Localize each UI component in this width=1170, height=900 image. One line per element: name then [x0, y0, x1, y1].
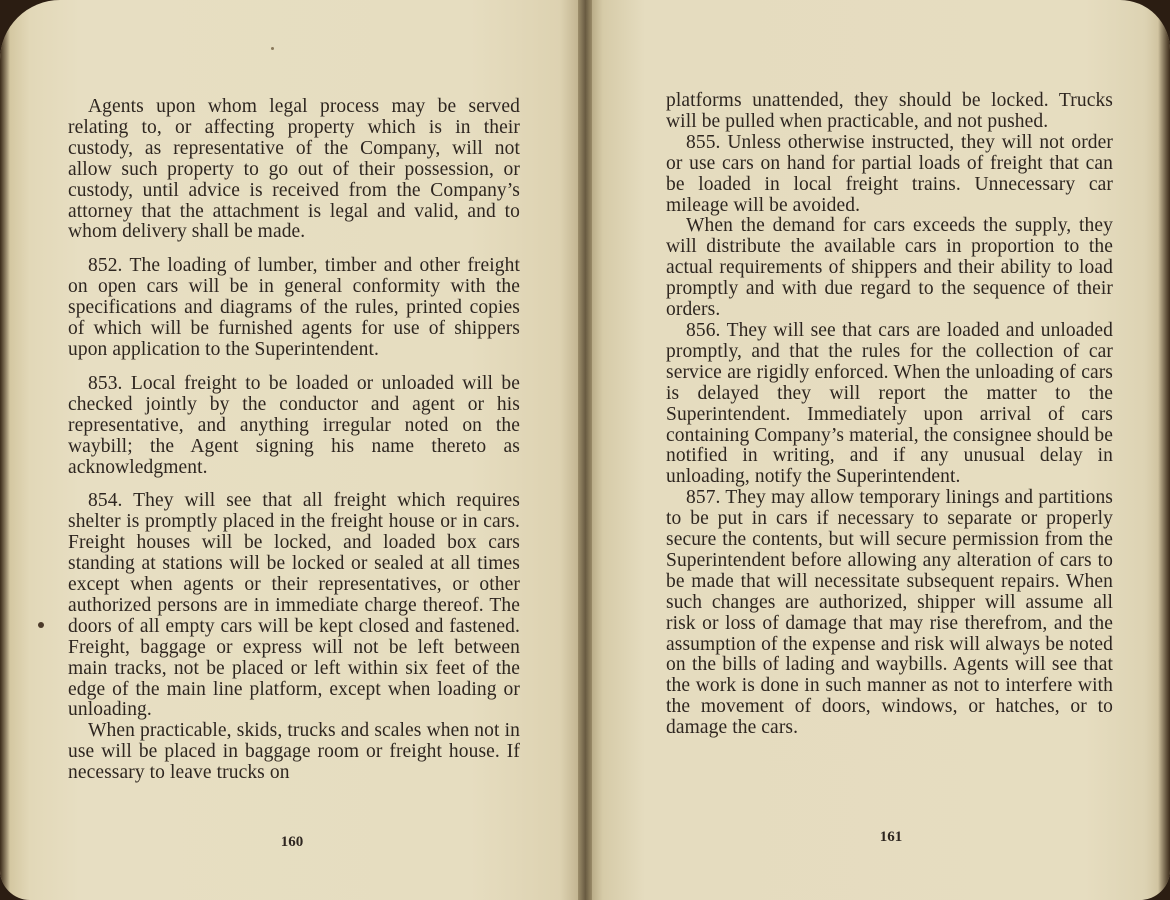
paragraph-platforms-continued: platforms unattended, they should be locked. Trucks will be pulled when practicable, and not pushed. — [666, 90, 1113, 132]
paragraph-853: 853. Local freight to be loaded or unloaded will be checked jointly by the conductor and agent or his representative, and anything irregular noted on the waybill; the Agent signing his name thereto as acknowledgment. — [68, 372, 520, 478]
paragraph-854: 854. They will see that all freight which requires shelter is promptly placed in the freight house or in cars. Freight houses will be locked, and loaded box cars standing at stations will be locked or sealed at all times except when agents or their representatives, or other authorized persons are in immediate charge thereof. The doors of all empty cars will be kept closed and fastened. Freight, baggage or express will not be left between main tracks, not be placed or left within six feet of the edge of the main line platform, except when loading or unloading. — [68, 490, 520, 721]
paragraph-legal-process: Agents upon whom legal process may be served relating to, or affecting property which is in their custody, as representative of the Company, will not allow such property to go out of their possession, or custody, until advice is received from the Company’s attorney that the attachment is legal and valid, and to whom delivery shall be made. — [68, 96, 520, 243]
page-number-right: 161 — [879, 829, 903, 845]
paragraph-855: 855. Unless otherwise instructed, they will not order or use cars on hand for partial loads of freight that can be loaded in local freight trains. Unnecessary car mileage will be avoided. — [666, 131, 1113, 216]
paragraph-857: 857. They may allow temporary linings and partitions to be put in cars if necessary to separate or properly secure the contents, but will secure permission from the Superintendent before allowing any alteration of cars to be made that will necessitate subsequent repairs. When such changes are authorized, shipper will assume all risk or loss of damage that may rise therefrom, and the assumption of the expense and risk will always be noted on the bills of lading and waybills. Agents will see that the work is done in such manner as not to interfere with the movement of doors, windows, or hatches, or to damage the cars. — [666, 487, 1113, 739]
margin-bullet — [38, 622, 44, 628]
paper-speck — [271, 47, 274, 50]
paragraph-852: 852. The loading of lumber, timber and other freight on open cars will be in general conformity with the specifications and diagrams of the rules, printed copies of which will be furnished agents for use of shippers upon application to the Superintendent. — [68, 255, 520, 360]
right-page — [585, 0, 1170, 900]
right-page-text — [666, 91, 1113, 739]
paragraph-856: 856. They will see that cars are loaded and unloaded promptly, and that the rules for the collection of car service are rigidly enforced. When the unloading of cars is delayed they will report the matter to the Superintendent. Immediately upon arrival of cars containing Company’s material, the consignee should be notified in writing, and if any unusual delay in unloading, notify the Superintendent. — [666, 319, 1113, 488]
paragraph-skids-trucks: When practicable, skids, trucks and scales when not in use will be placed in baggage room or freight house. If necessary to leave trucks on — [68, 720, 520, 784]
paragraph-car-demand: When the demand for cars exceeds the supply, they will distribute the available cars in proportion to the actual requirements of shippers and their ability to load promptly and with due regard to the sequence of their orders. — [666, 215, 1113, 321]
page-edge-left — [0, 0, 10, 900]
left-page-text — [68, 97, 520, 784]
book-gutter — [578, 0, 592, 900]
page-number-left: 160 — [280, 834, 304, 850]
page-edge-right — [1158, 0, 1170, 900]
